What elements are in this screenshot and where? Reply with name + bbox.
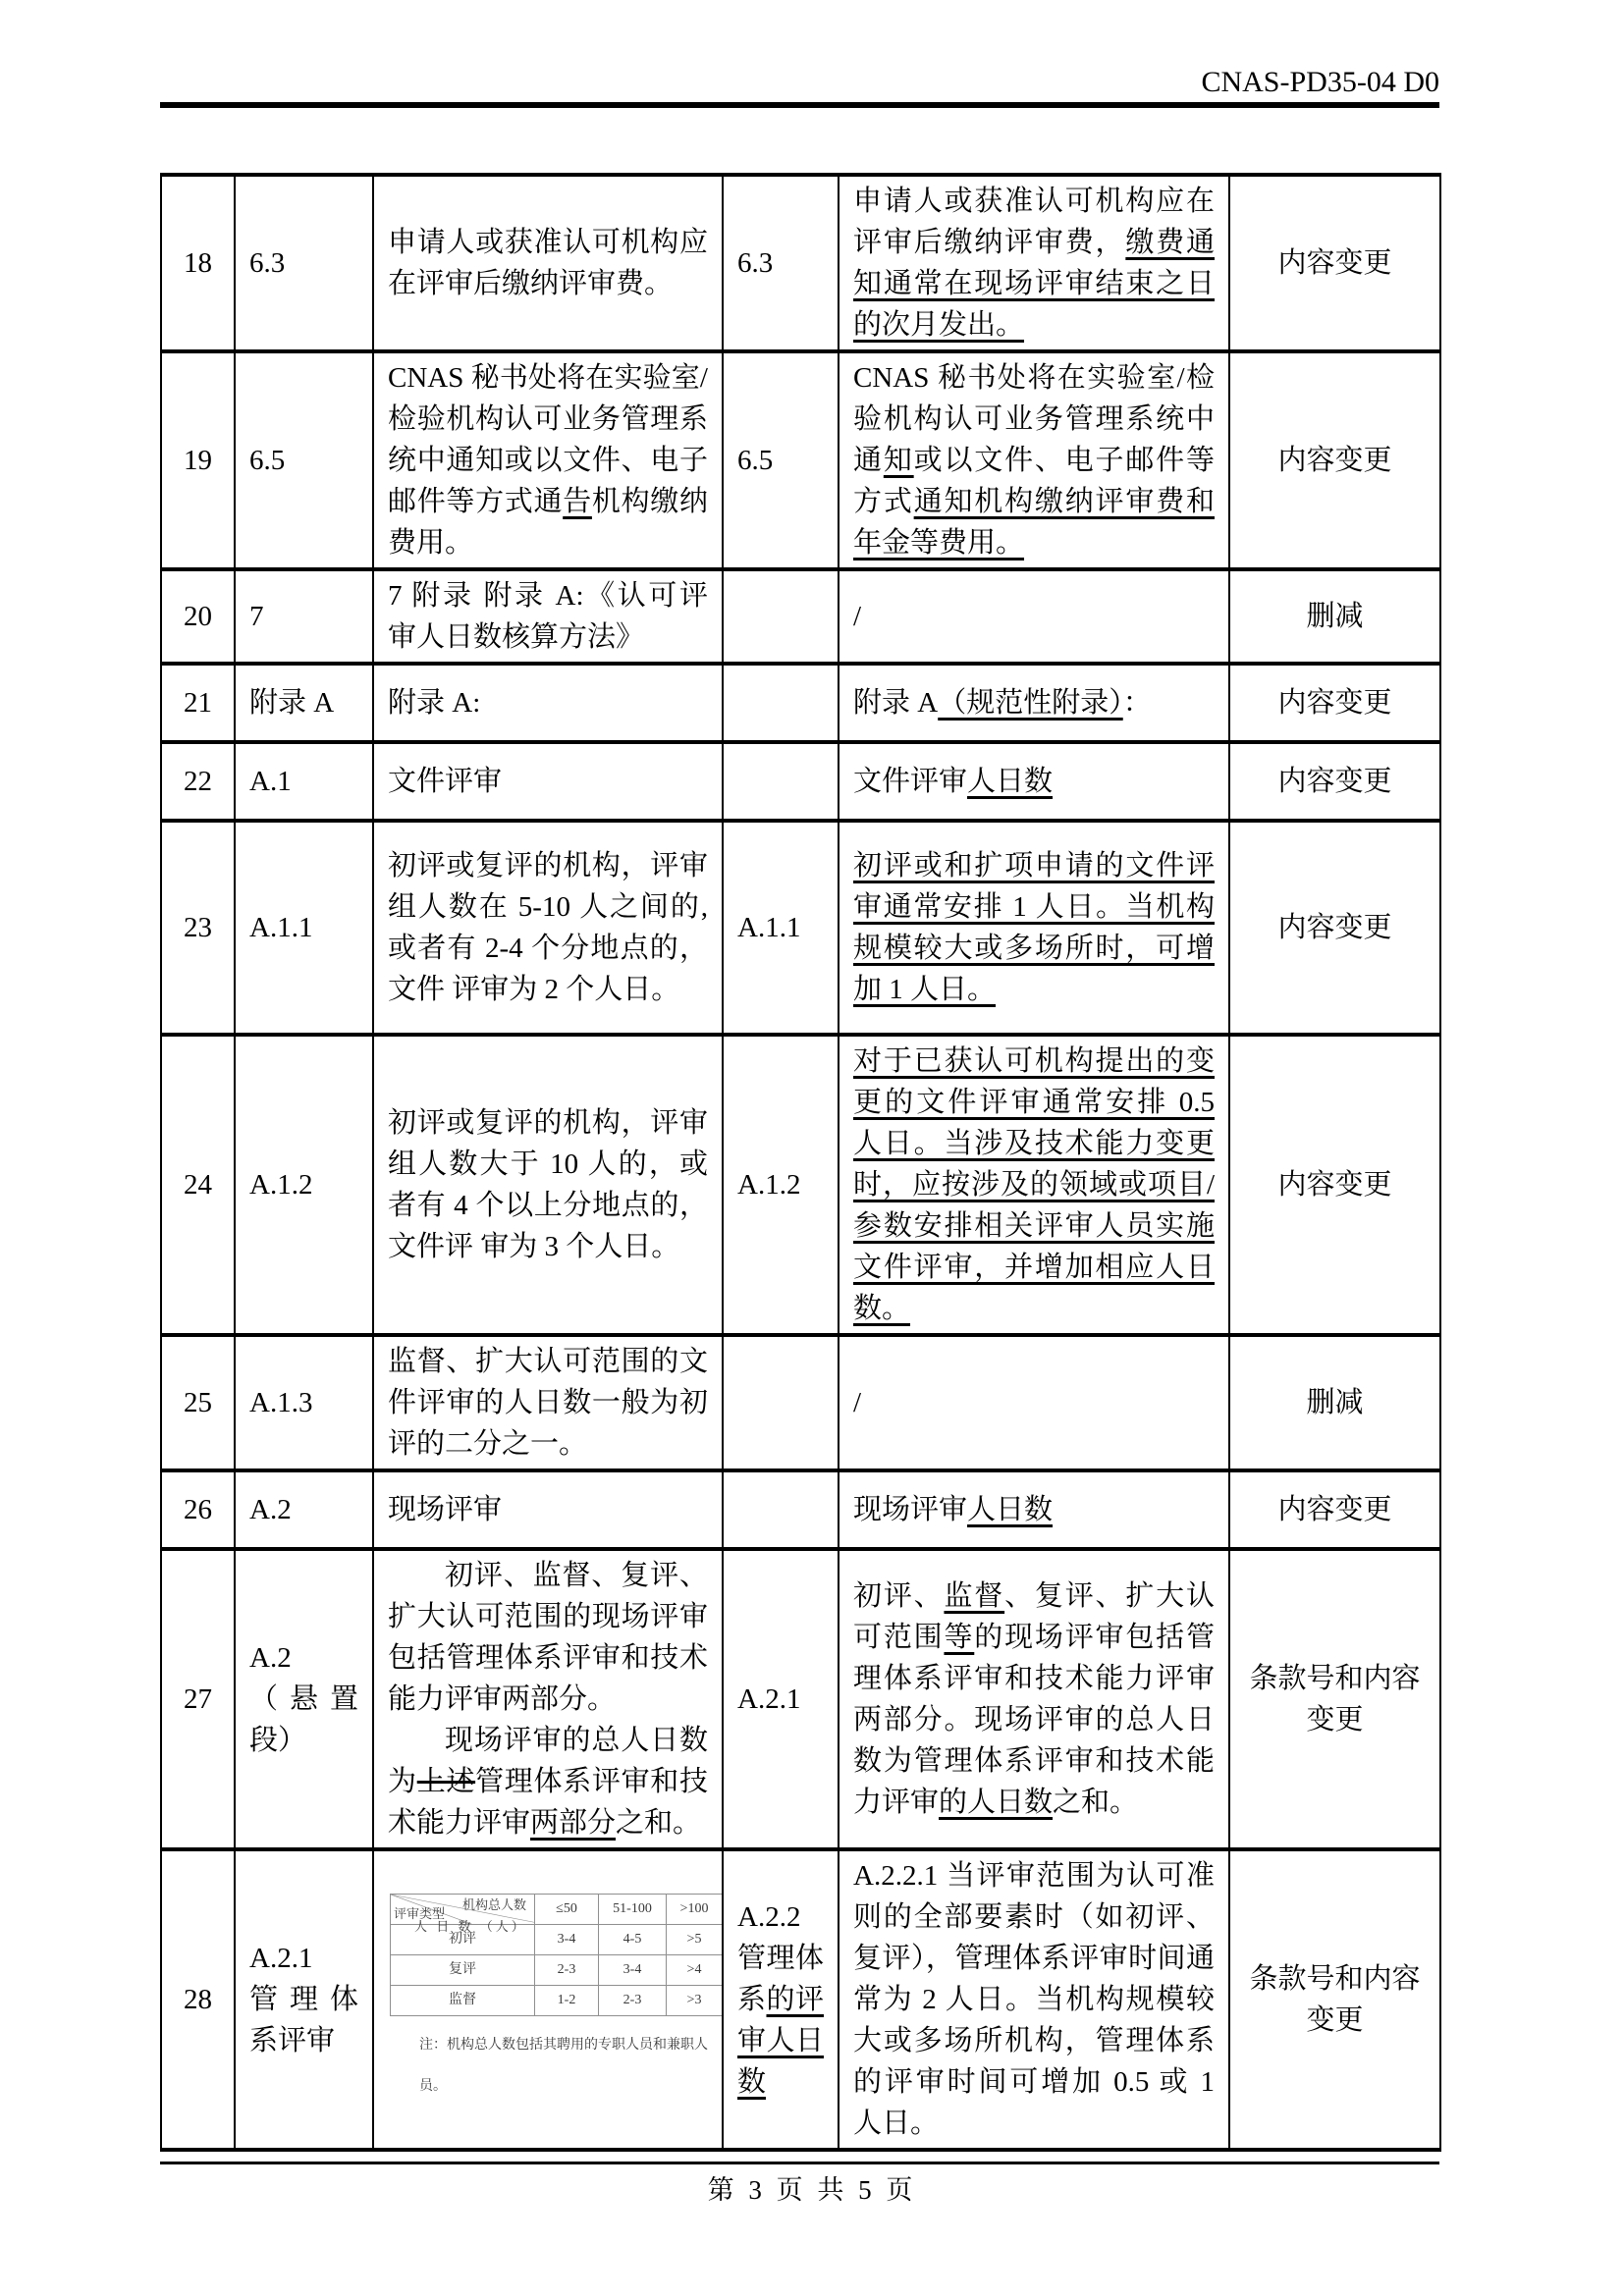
paragraph (388, 575, 708, 658)
change-type-cell: 条款号和内容变更 (1229, 1849, 1440, 2150)
change-type-cell: 内容变更 (1229, 351, 1440, 569)
old-text-cell (373, 175, 723, 351)
old-text-cell (373, 1035, 723, 1335)
inserted-text: 等 (944, 1622, 975, 1653)
text-run: 现场评审 (853, 1494, 968, 1525)
change-type-cell: 内容变更 (1229, 664, 1440, 742)
new-clause-cell: 6.3 (723, 175, 839, 351)
inner-table-row (391, 1986, 723, 2016)
change-type-cell: 条款号和内容变更 (1229, 1549, 1440, 1849)
old-text-cell (373, 821, 723, 1035)
paragraph (853, 682, 1215, 723)
inserted-text: 人日数 (967, 766, 1054, 797)
old-clause-cell (235, 1549, 373, 1849)
page-footer (0, 2173, 1624, 2207)
paragraph (853, 1041, 1215, 1329)
person-days-table-wrap (388, 1894, 708, 2108)
inner-value-cell: >5 (667, 1925, 723, 1955)
new-clause-cell (723, 1335, 839, 1470)
inner-value-cell: 3-4 (599, 1955, 667, 1986)
old-text-cell (373, 1335, 723, 1470)
inserted-text: 人日数 (967, 1494, 1054, 1525)
new-text-cell (839, 1335, 1229, 1470)
text-run: 监督、扩大认可范围的文件评审的人日数一般为初评的二分之一。 (388, 1346, 708, 1460)
inner-column-header: ≤50 (535, 1895, 599, 1925)
table-row (161, 175, 1440, 351)
text-run: 初评或复评的机构，评审组人数大于 10 人的，或者有 4 个以上分地点的，文件评 审为 3 个人日。 (388, 1107, 708, 1262)
paragraph (388, 845, 708, 1010)
text-run: 管理体系评审和技术能力评审 (388, 1766, 708, 1839)
new-clause-cell (723, 742, 839, 821)
text-run: 文件评审 (388, 766, 503, 797)
inserted-text: （规范性附录） (938, 687, 1123, 719)
inserted-text: 的评审人日数 (737, 1984, 824, 2098)
text-run: 或以文件、电子邮件等方式 (853, 445, 1215, 517)
new-text-cell (839, 821, 1229, 1035)
paragraph (737, 1938, 824, 2103)
inner-value-cell: >3 (667, 1986, 723, 2016)
text-run: A.2.1 (249, 1943, 313, 1974)
text-run: 初评或复评的机构，评审组人数在 5-10 人之间的,或者有 2-4 个分地点的，文件 评审为 2 个人日。 (388, 850, 708, 1005)
paragraph (249, 1637, 358, 1679)
person-days-table (390, 1894, 723, 2016)
row-number-cell: 28 (161, 1849, 235, 2150)
old-text-cell (373, 1849, 723, 2150)
row-number-cell: 26 (161, 1470, 235, 1549)
text-run: 申请人或获准认可机构应在评审后缴纳评审费。 (388, 227, 708, 299)
table-row (161, 1035, 1440, 1335)
inner-column-header: 51-100 (599, 1895, 667, 1925)
text-run: 、复评、扩大认可范围 (853, 1580, 1215, 1653)
text-run: 的现场评审包括管理体系评审和技术能力评审两部分。现场评审的总人日数为管理体系评审和技术能力评审 (853, 1622, 1215, 1818)
change-type-cell: 删减 (1229, 1335, 1440, 1470)
new-clause-cell (723, 1849, 839, 2150)
inner-column-header: >100 (667, 1895, 723, 1925)
text-run: 初评、监督、复评、扩大认可范围的现场评审包括管理体系评审和技术能力评审两部分。 (388, 1560, 708, 1715)
row-number-cell: 23 (161, 821, 235, 1035)
new-text-cell (839, 1849, 1229, 2150)
old-clause-cell: A.1.3 (235, 1335, 373, 1470)
paragraph (388, 682, 708, 723)
paragraph (388, 761, 708, 802)
inserted-text: 的人日数 (939, 1787, 1054, 1818)
paragraph (388, 1341, 708, 1465)
text-run: 初评、 (853, 1580, 945, 1612)
diag-label-total-persons: 机构总人数 (461, 1897, 526, 1912)
text-run: 附录 A: (388, 687, 481, 719)
text-run: 管理体系 (737, 1943, 824, 2015)
new-text-cell (839, 1470, 1229, 1549)
text-run: 7 附录 附录 A:《认可评审人日数核算方法》 (388, 580, 708, 653)
old-clause-cell: 6.3 (235, 175, 373, 351)
inner-value-cell: 3-4 (535, 1925, 599, 1955)
old-clause-cell: A.1 (235, 742, 373, 821)
diag-label-person-days: 人 日 数 （人） (414, 1919, 527, 1934)
old-clause-cell: A.1.2 (235, 1035, 373, 1335)
row-number-cell: 22 (161, 742, 235, 821)
new-text-cell (839, 569, 1229, 664)
paragraph (388, 357, 708, 563)
row-number-cell: 21 (161, 664, 235, 742)
paragraph (388, 1102, 708, 1267)
row-number-cell: 27 (161, 1549, 235, 1849)
old-clause-cell: 7 (235, 569, 373, 664)
paragraph (249, 1979, 358, 2061)
text-run: CNAS 秘书处将在实验室/检验机构认可业务管理系统中通 (853, 362, 1215, 476)
inner-header-row (391, 1895, 723, 1925)
text-run: / (853, 1387, 862, 1418)
change-type-cell: 内容变更 (1229, 175, 1440, 351)
paragraph (853, 1382, 1215, 1423)
inserted-text: 通知机构缴纳评审费和年金等费用。 (853, 486, 1215, 559)
inner-row-label: 监督 (391, 1986, 535, 2016)
inserted-text: 缴费通知通常在现场评审结束之日的次月发出。 (853, 227, 1215, 341)
row-number-cell: 19 (161, 351, 235, 569)
text-run: 管理体系评审 (249, 1984, 358, 2056)
diag-label-assessment-type: 评审类型 (394, 1906, 446, 1921)
old-text-cell (373, 569, 723, 664)
table-note: 注：机构总人数包括其聘用的专职人员和兼职人员。 (419, 2038, 708, 2094)
paragraph (853, 1575, 1215, 1823)
diagonal-header-cell (391, 1895, 535, 1934)
new-text-cell (839, 664, 1229, 742)
old-text-cell (373, 664, 723, 742)
paragraph (853, 357, 1215, 563)
old-text-cell (373, 742, 723, 821)
inner-value-cell: 4-5 (599, 1925, 667, 1955)
new-text-cell (839, 1035, 1229, 1335)
text-run: / (853, 601, 862, 632)
new-clause-cell (723, 1470, 839, 1549)
header-rule (160, 102, 1439, 108)
paragraph (388, 222, 708, 304)
inserted-text: 初评或和扩项申请的文件评审通常安排 1 人日。当机构规模较大或多场所时，可增加 1 人日。 (853, 850, 1215, 1005)
new-clause-cell: A.1.2 (723, 1035, 839, 1335)
inserted-text: 监督 (944, 1580, 1005, 1612)
old-text-cell (373, 1549, 723, 1849)
inner-row-label: 复评 (391, 1955, 535, 1986)
paragraph (388, 1489, 708, 1530)
paragraph (853, 1489, 1215, 1530)
comparison-table-body (161, 175, 1440, 2150)
old-clause-cell (235, 1849, 373, 2150)
new-clause-cell (723, 569, 839, 664)
paragraph (388, 1720, 708, 1843)
old-text-cell (373, 351, 723, 569)
comparison-table (160, 173, 1441, 2152)
text-run: CNAS 秘书处将在实验室/检验机构认可业务管理系统中通知或以文件、电子邮件等方式通 (388, 362, 708, 517)
change-type-cell: 删减 (1229, 569, 1440, 664)
text-run: 之和。 (1053, 1787, 1139, 1818)
table-row (161, 1470, 1440, 1549)
inner-row-label: 初评 (391, 1925, 535, 1955)
row-number-cell: 24 (161, 1035, 235, 1335)
table-row (161, 1549, 1440, 1849)
text-run: 文件评审 (853, 766, 968, 797)
inserted-text: 告 (563, 486, 592, 517)
new-text-cell (839, 175, 1229, 351)
table-row (161, 664, 1440, 742)
new-text-cell (839, 351, 1229, 569)
page-number-text: 第 3 页 共 5 页 (707, 2175, 917, 2205)
change-type-cell: 内容变更 (1229, 742, 1440, 821)
text-run: ： (1122, 687, 1152, 719)
inner-table-row (391, 1955, 723, 1986)
text-run: A.2.2.1 当评审范围为认可准则的全部要素时（如初评、复评），管理体系评审时间通常为 2 人日。当机构规模较大或多场所机构，管理体系的评审时间可增加 0.5 或 1 人日。 (853, 1860, 1215, 2139)
text-run: （悬置段） (249, 1683, 358, 1756)
paragraph (388, 1555, 708, 1720)
new-clause-cell (723, 664, 839, 742)
row-number-cell: 18 (161, 175, 235, 351)
table-row (161, 821, 1440, 1035)
old-text-cell (373, 1470, 723, 1549)
text-run: A.2.2 (737, 1901, 801, 1933)
paragraph (737, 1896, 824, 1938)
inserted-text: 对于已获认可机构提出的变更的文件评审通常安排 0.5 人日。当涉及技术能力变更时，应按涉及的领域或项目/参数安排相关评审人员实施文件评审，并增加相应人日数。 (853, 1045, 1215, 1324)
table-row (161, 1849, 1440, 2150)
text-run: 现场评审的总人日数为 (388, 1725, 708, 1797)
old-clause-cell: 附录 A (235, 664, 373, 742)
change-type-cell: 内容变更 (1229, 1035, 1440, 1335)
change-type-cell: 内容变更 (1229, 1470, 1440, 1549)
new-clause-cell: A.2.1 (723, 1549, 839, 1849)
text-run: 附录 A (853, 687, 939, 719)
document-header (160, 67, 1439, 98)
change-type-cell: 内容变更 (1229, 821, 1440, 1035)
table-row (161, 742, 1440, 821)
old-clause-cell: A.1.1 (235, 821, 373, 1035)
paragraph (249, 1679, 358, 1761)
new-text-cell (839, 1549, 1229, 1849)
paragraph (249, 1938, 358, 1979)
row-number-cell: 20 (161, 569, 235, 664)
doc-number: CNAS-PD35-04 D0 (1201, 66, 1439, 98)
text-run: A.2 (249, 1642, 292, 1674)
old-clause-cell: A.2 (235, 1470, 373, 1549)
inner-value-cell: 2-3 (599, 1986, 667, 2016)
table-row (161, 1335, 1440, 1470)
new-clause-cell: A.1.1 (723, 821, 839, 1035)
deleted-text: 上述 (416, 1766, 476, 1797)
inserted-text: 知 (883, 445, 914, 476)
text-run: 申请人或获准认可机构应在评审后缴纳评审费， (853, 186, 1215, 258)
row-number-cell: 25 (161, 1335, 235, 1470)
text-run: 机构缴纳费用。 (388, 486, 708, 559)
text-run: 现场评审 (388, 1494, 503, 1525)
paragraph (853, 845, 1215, 1010)
inner-value-cell: 2-3 (535, 1955, 599, 1986)
paragraph (853, 181, 1215, 346)
new-clause-cell: 6.5 (723, 351, 839, 569)
inner-value-cell: 1-2 (535, 1986, 599, 2016)
paragraph (853, 1855, 1215, 2144)
new-text-cell (839, 742, 1229, 821)
footer-rule (160, 2162, 1439, 2164)
inserted-text: 两部分 (530, 1807, 617, 1839)
table-row (161, 351, 1440, 569)
paragraph (853, 761, 1215, 802)
paragraph (853, 596, 1215, 637)
table-row (161, 569, 1440, 664)
old-clause-cell: 6.5 (235, 351, 373, 569)
text-run: 之和。 (616, 1807, 702, 1839)
inner-value-cell: >4 (667, 1955, 723, 1986)
